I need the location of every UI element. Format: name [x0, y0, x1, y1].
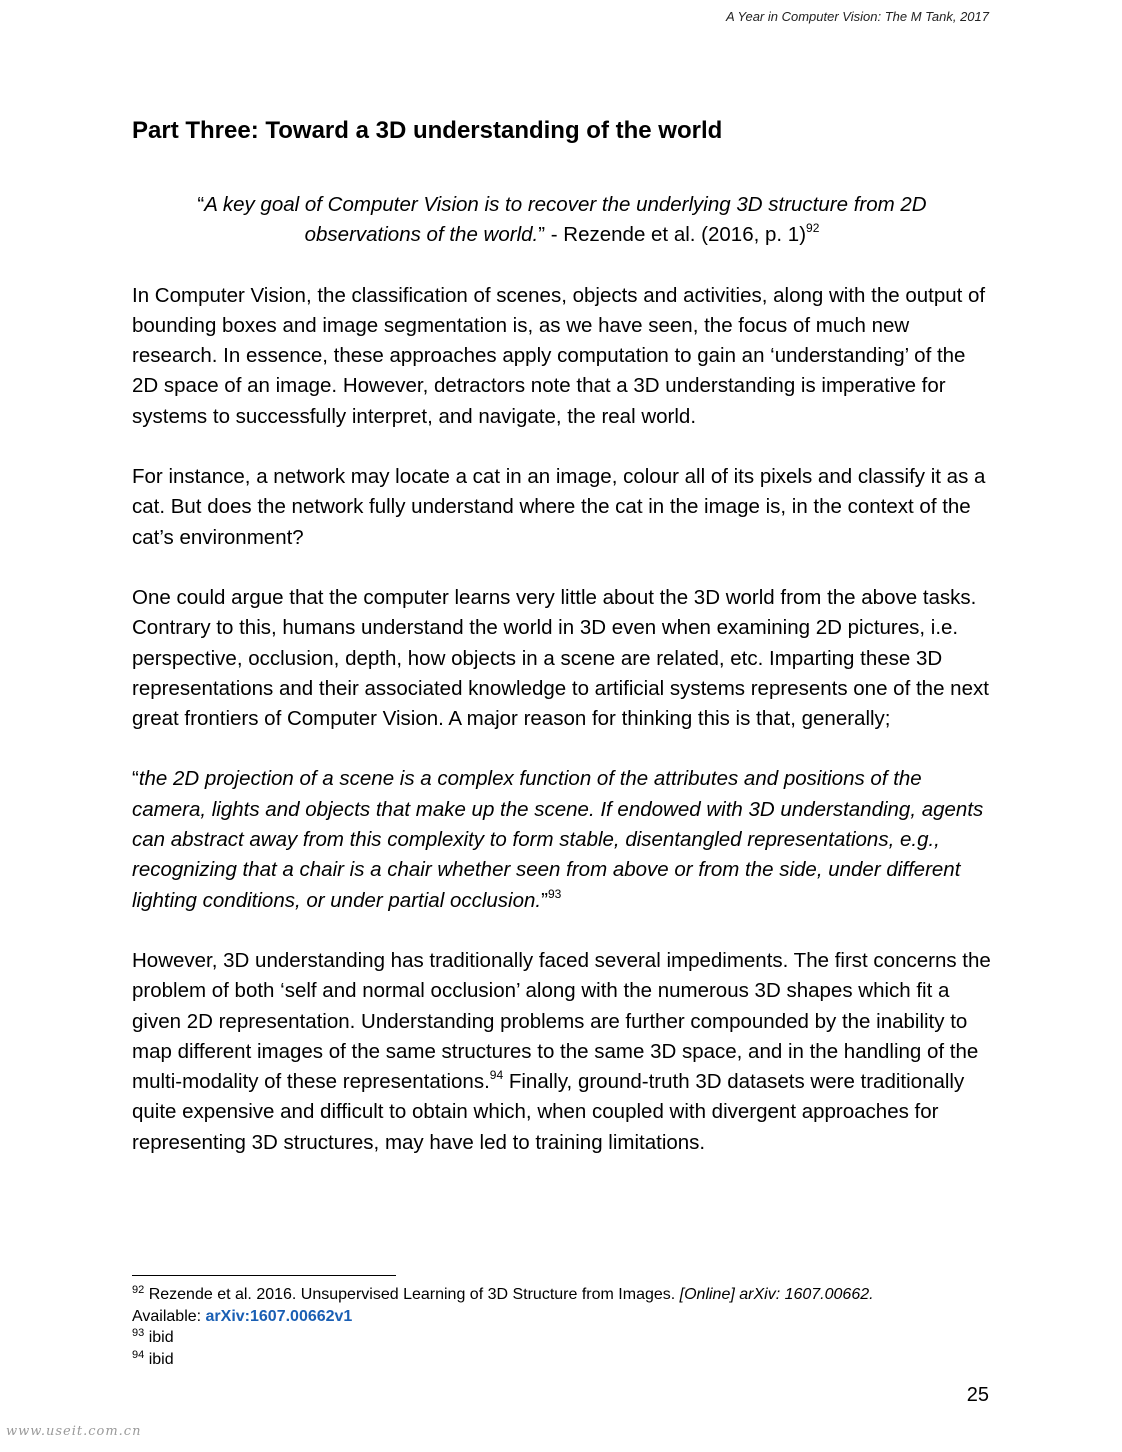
arxiv-link[interactable]: arXiv:1607.00662v1 [205, 1307, 353, 1325]
paragraph-4 [132, 946, 992, 1158]
paragraph-2: For instance, a network may locate a cat in an image, colour all of its pixels and classify it as a cat. But does the network fully understand where the cat in the image is, in the context of the cat’s environment? [132, 465, 986, 549]
section-title: Part Three: Toward a 3D understanding of the world [132, 117, 723, 144]
paragraph-1: In Computer Vision, the classification of scenes, objects and activities, along with the output of bounding boxes and image segmentation is, as we have seen, the focus of much new research. In essence, these approaches apply computation to gain an ‘understanding’ of the 2D space of an image. However, detractors note that a 3D understanding is imperative for systems to successfully interpret, and navigate, the real world. [132, 283, 986, 428]
paragraph-3: One could argue that the computer learns very little about the 3D world from the above tasks. Contrary to this, humans understand the world in 3D even when examining 2D pictures, i.e. perspective, occlusion, depth, how objects in a scene are related, etc. Imparting these 3D representations and their associated knowledge to artificial systems represents one of the next great frontiers of Computer Vision. A major reason for thinking this is that, generally; [132, 585, 989, 731]
footnote-divider [132, 1275, 396, 1276]
footnote-94 [132, 1349, 992, 1371]
block-quote-text: the 2D projection of a scene is a complex function of the attributes and positions of the camera, lights and objects that make up the scene. If endowed with 3D understanding, agents can abstract away from this complexity to form stable, disentangled representations, e.g., recognizing that a chair is a chair whether seen from above or from the side, under different lighting conditions, or under partial occlusion. [132, 767, 984, 912]
paragraph-4-part-a: However, 3D understanding has traditionally faced several impediments. The first concerns the problem of both ‘self and normal occlusion’ along with the numerous 3D shapes which fit a given 2D representation. Understanding problems are further compounded by the inability to map different images of the same structures to the same 3D space, and in the handling of the multi-modality of these representations. [132, 948, 991, 1094]
footnote-number: 94 [132, 1348, 145, 1361]
page-content [132, 115, 992, 1158]
footnote-online: [Online] arXiv: 1607.00662. [679, 1286, 874, 1303]
footnote-text: ibid [144, 1350, 174, 1368]
epigraph-quote: A key goal of Computer Vision is to recover the underlying 3D structure from 2D observations of the world. [204, 193, 927, 247]
epigraph: “A key goal of Computer Vision is to recover the underlying 3D structure from 2D observations of the world.” - Rezende et al. (2016, p. 1)$^{92}$ [197, 193, 927, 247]
footnote-ref-94[interactable]: 94 [489, 1068, 504, 1083]
footnote-ref-93[interactable]: 93 [547, 886, 562, 901]
block-quote: “the 2D projection of a scene is a complex function of the attributes and positions of the camera, lights and objects that make up the scene. If endowed with 3D understanding, agents can abstract away from this complexity to form stable, disentangled representations, e.g., recognizing that a chair is a chair whether seen from above or from the side, under different lighting conditions, or under partial occlusion.”$^{93}$ [132, 767, 984, 912]
footnote-available-label: Available: [132, 1307, 206, 1325]
footnote-text: Rezende et al. 2016. Unsupervised Learning of 3D Structure from Images. [144, 1286, 680, 1303]
footnote-ref-92[interactable]: 92 [806, 221, 820, 236]
watermark: www.useit.com.cn [6, 1424, 142, 1439]
page-number: 25 [966, 1384, 989, 1406]
epigraph-attribution: ” - Rezende et al. (2016, p. 1) [538, 223, 807, 247]
footnotes [132, 1284, 992, 1370]
footnote-text: ibid [144, 1329, 174, 1346]
footnote-number: 92 [132, 1284, 145, 1296]
footnote-92 [132, 1284, 992, 1327]
footnote-number: 93 [132, 1327, 145, 1339]
running-header: A Year in Computer Vision: The M Tank, 2017 [725, 9, 989, 24]
paragraph-4-part-b: Finally, ground-truth 3D datasets were traditionally quite expensive and difficult to obtain which, when coupled with divergent approaches for representing 3D structures, may have led to training limitations. [132, 1070, 965, 1154]
footnote-93 [132, 1327, 992, 1349]
